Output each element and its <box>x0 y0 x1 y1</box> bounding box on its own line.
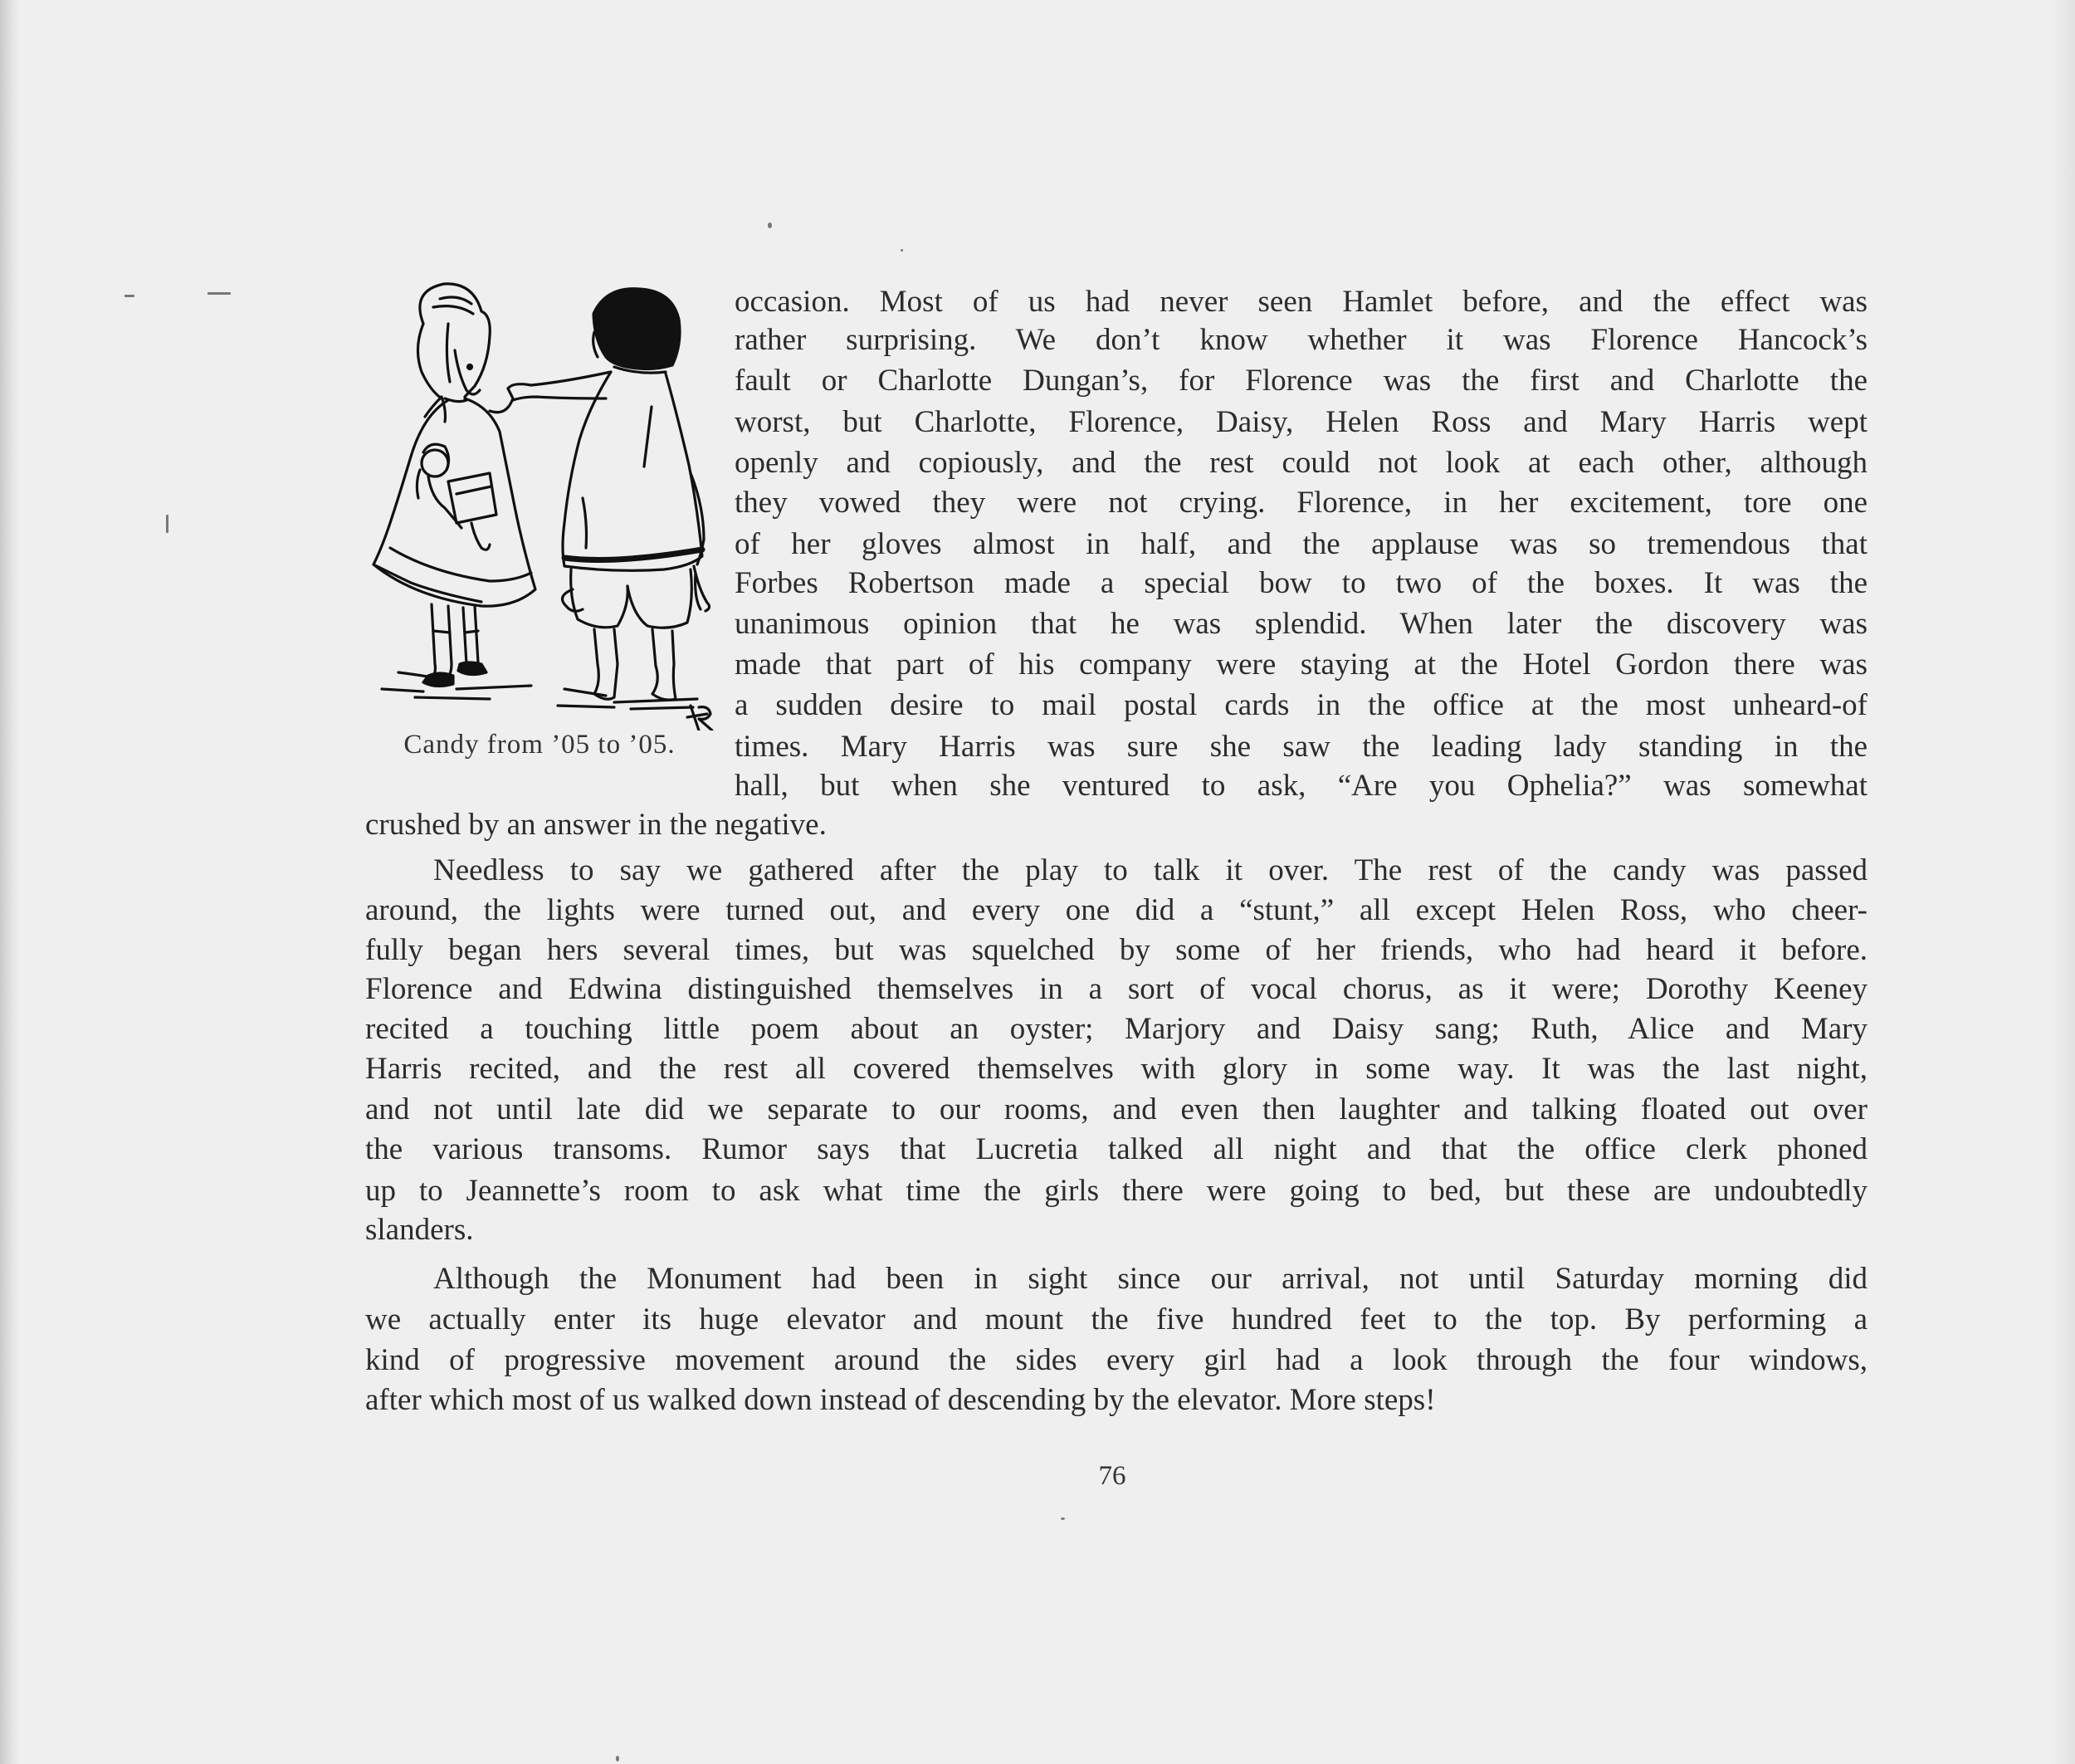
text-line: of her gloves almost in half, and the applause was so tremendous that <box>735 527 1868 561</box>
text-line: Florence and Edwina distinguished themselves in a sort of vocal chorus, as it were; Dorothy Keeney <box>365 972 1868 1006</box>
text-line: recited a touching little poem about an oyster; Marjory and Daisy sang; Ruth, Alice and Mary <box>365 1012 1868 1046</box>
text-line: made that part of his company were staying at the Hotel Gordon there was <box>735 647 1868 682</box>
text-line: the various transoms. Rumor says that Lucretia talked all night and that the office clerk phoned <box>365 1132 1868 1166</box>
text-line: they vowed they were not crying. Florence, in her excitement, tore one <box>735 486 1868 520</box>
text-line: times. Mary Harris was sure she saw the leading lady standing in the <box>735 730 1868 764</box>
text-line: around, the lights were turned out, and every one did a “stunt,” all except Helen Ross, who cheer- <box>365 893 1868 927</box>
page-number: 76 <box>1098 1461 1126 1491</box>
text-line: Forbes Robertson made a special bow to two of the boxes. It was the <box>735 566 1868 600</box>
text-line: a sudden desire to mail postal cards in the office at the most unheard-of <box>735 688 1868 722</box>
two-children-illustration <box>365 274 714 731</box>
text-line: hall, but when she ventured to ask, “Are you Ophelia?” was somewhat <box>735 769 1868 803</box>
dust-speck <box>616 1756 619 1762</box>
text-line: up to Jeannette’s room to ask what time the girls there were going to bed, but these are undoubtedly <box>365 1174 1868 1208</box>
page-binding-edge <box>0 0 20 1764</box>
dust-speck <box>208 292 231 295</box>
dust-speck <box>1061 1517 1065 1520</box>
text-line: openly and copiously, and the rest could not look at each other, although <box>735 446 1868 480</box>
dust-speck <box>124 295 134 297</box>
text-line: Harris recited, and the rest all covered themselves with glory in some way. It was the last night, <box>365 1052 1868 1086</box>
text-line: kind of progressive movement around the sides every girl had a look through the four windows, <box>365 1343 1868 1377</box>
text-line: fault or Charlotte Dungan’s, for Florence was the first and Charlotte the <box>735 364 1868 398</box>
text-line: occasion. Most of us had never seen Hamlet before, and the effect was <box>735 285 1868 319</box>
text-line: we actually enter its huge elevator and mount the five hundred feet to the top. By performing a <box>365 1302 1868 1336</box>
text-line: worst, but Charlotte, Florence, Daisy, Helen Ross and Mary Harris wept <box>735 405 1868 439</box>
text-line: after which most of us walked down instead of descending by the elevator. More steps! <box>365 1383 1436 1417</box>
text-line: Although the Monument had been in sight since our arrival, not until Saturday morning did <box>433 1262 1868 1296</box>
text-line: fully began hers several times, but was squelched by some of her friends, who had heard it before. <box>365 933 1868 967</box>
dust-speck <box>768 222 772 228</box>
text-line: slanders. <box>365 1213 474 1247</box>
dust-speck <box>901 249 903 252</box>
text-line: and not until late did we separate to our rooms, and even then laughter and talking floated out over <box>365 1092 1868 1126</box>
text-line: rather surprising. We don’t know whether it was Florence Hancock’s <box>735 323 1868 357</box>
text-line: unanimous opinion that he was splendid. When later the discovery was <box>735 607 1868 641</box>
text-line: Needless to say we gathered after the play to talk it over. The rest of the candy was passed <box>433 853 1868 887</box>
dust-speck <box>166 515 168 533</box>
page-right-edge <box>2050 0 2075 1764</box>
figure-caption: Candy from ’05 to ’05. <box>403 730 676 760</box>
text-line: crushed by an answer in the negative. <box>365 808 827 842</box>
